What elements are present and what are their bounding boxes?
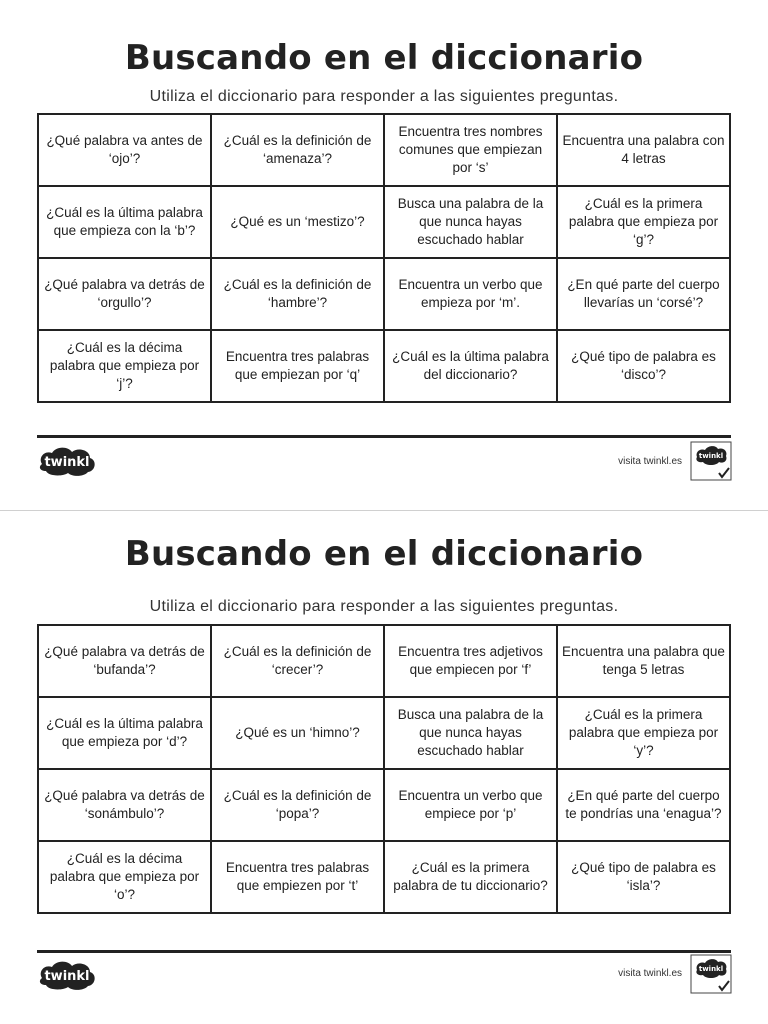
question-cell: ¿Cuál es la definición de ‘hambre’? (211, 258, 384, 330)
question-cell: Encuentra tres adjetivos que empiecen por ‘f’ (384, 625, 557, 697)
question-cell: ¿Cuál es la primera palabra que empieza por ‘g’? (557, 186, 730, 258)
question-cell: ¿En qué parte del cuerpo llevarías un ‘corsé’? (557, 258, 730, 330)
question-cell: ¿Qué palabra va antes de ‘ojo’? (38, 114, 211, 186)
question-cell: ¿Cuál es la última palabra del diccionario? (384, 330, 557, 402)
question-cell: ¿Qué es un ‘himno’? (211, 697, 384, 769)
grid-row (38, 769, 730, 841)
question-cell: ¿Qué es un ‘mestizo’? (211, 186, 384, 258)
footer-divider (37, 435, 731, 438)
question-cell: ¿Cuál es la definición de ‘crecer’? (211, 625, 384, 697)
question-cell: Encuentra una palabra que tenga 5 letras (557, 625, 730, 697)
question-cell: ¿Cuál es la primera palabra de tu diccionario? (384, 841, 557, 913)
question-cell: ¿En qué parte del cuerpo te pondrías una ‘enagua’? (557, 769, 730, 841)
question-cell: ¿Cuál es la décima palabra que empieza por ‘o’? (38, 841, 211, 913)
question-grid (37, 113, 731, 403)
twinkl-logo-icon (36, 444, 98, 478)
grid-row (38, 114, 730, 186)
worksheet-2 (0, 512, 768, 1024)
logo-text: twinkl (44, 969, 90, 984)
question-cell: ¿Cuál es la última palabra que empieza por ‘d’? (38, 697, 211, 769)
badge-text: twinkl (698, 965, 724, 973)
question-cell: Encuentra tres nombres comunes que empiezan por ‘s’ (384, 114, 557, 186)
question-cell: ¿Cuál es la décima palabra que empieza por ‘j’? (38, 330, 211, 402)
question-cell: ¿Qué tipo de palabra es ‘disco’? (557, 330, 730, 402)
question-cell: Encuentra tres palabras que empiezen por ‘t’ (211, 841, 384, 913)
question-cell: Encuentra un verbo que empieza por ‘m’. (384, 258, 557, 330)
quality-badge-icon (690, 954, 732, 994)
grid-row (38, 186, 730, 258)
question-cell: ¿Cuál es la última palabra que empieza con la ‘b’? (38, 186, 211, 258)
footer-divider (37, 950, 731, 953)
question-cell: Encuentra una palabra con 4 letras (557, 114, 730, 186)
question-cell: Encuentra un verbo que empiece por ‘p’ (384, 769, 557, 841)
question-cell: Busca una palabra de la que nunca hayas escuchado hablar (384, 186, 557, 258)
question-cell: ¿Qué tipo de palabra es ‘isla’? (557, 841, 730, 913)
question-grid (37, 624, 731, 914)
twinkl-logo-icon (36, 958, 98, 992)
quality-badge-icon (690, 441, 732, 481)
grid-row (38, 697, 730, 769)
question-cell: ¿Cuál es la primera palabra que empieza por ‘y’? (557, 697, 730, 769)
question-cell: ¿Cuál es la definición de ‘popa’? (211, 769, 384, 841)
question-cell: ¿Qué palabra va detrás de ‘sonámbulo’? (38, 769, 211, 841)
visit-link[interactable]: visita twinkl.es (618, 456, 682, 467)
question-cell: ¿Qué palabra va detrás de ‘bufanda’? (38, 625, 211, 697)
page-title: Buscando en el diccionario (124, 38, 644, 78)
question-cell: Encuentra tres palabras que empiezan por ‘q’ (211, 330, 384, 402)
badge-text: twinkl (698, 452, 724, 460)
instructions: Utiliza el diccionario para responder a las siguientes preguntas. (149, 598, 619, 615)
visit-link[interactable]: visita twinkl.es (618, 968, 682, 979)
instructions: Utiliza el diccionario para responder a las siguientes preguntas. (149, 88, 619, 105)
logo-text: twinkl (44, 455, 90, 470)
page-separator (0, 510, 768, 511)
question-cell: ¿Cuál es la definición de ‘amenaza’? (211, 114, 384, 186)
grid-row (38, 625, 730, 697)
grid-row (38, 258, 730, 330)
grid-row (38, 841, 730, 913)
grid-row (38, 330, 730, 402)
page-title: Buscando en el diccionario (124, 534, 644, 574)
question-cell: ¿Qué palabra va detrás de ‘orgullo’? (38, 258, 211, 330)
question-cell: Busca una palabra de la que nunca hayas escuchado hablar (384, 697, 557, 769)
